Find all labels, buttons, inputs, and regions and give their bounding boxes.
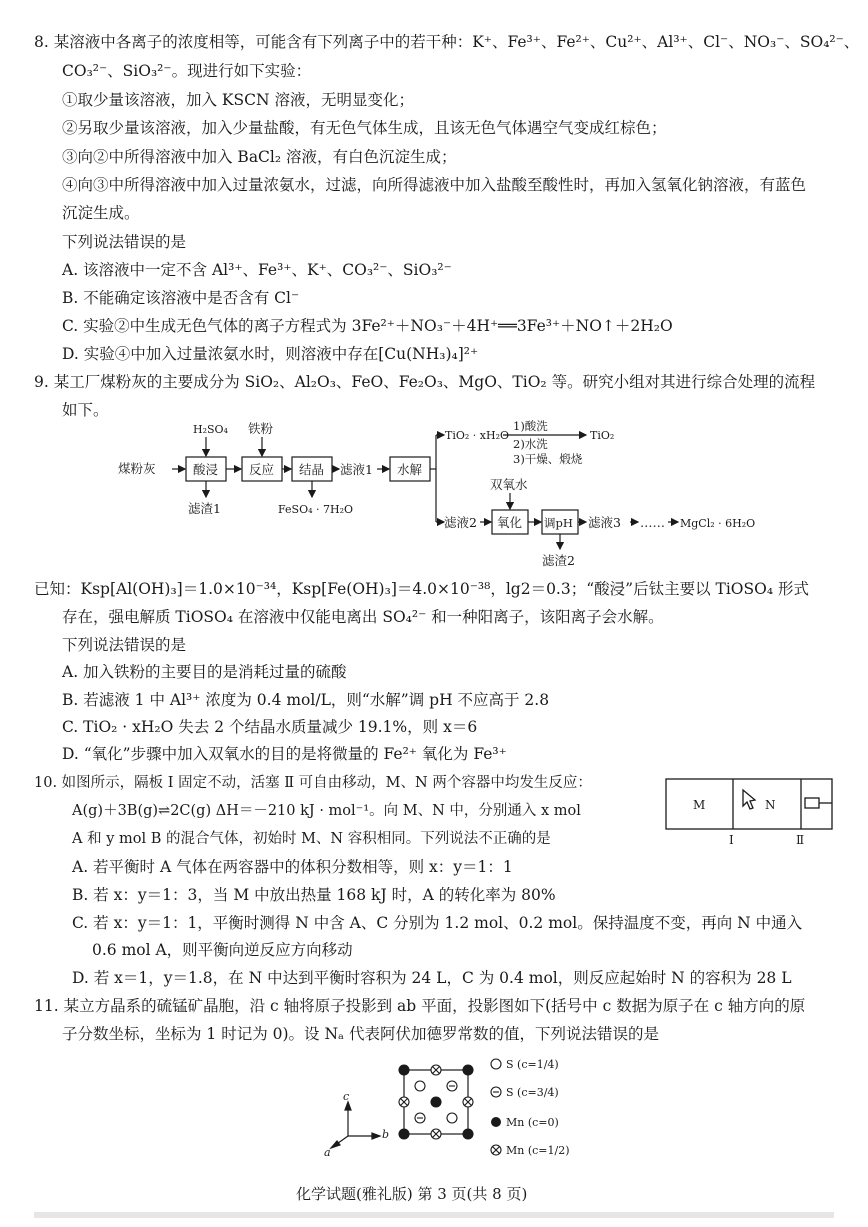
q8-option-a: A. 该溶液中一定不含 Al³⁺、Fe³⁺、K⁺、CO₃²⁻、SiO₃²⁻	[62, 261, 452, 279]
mgcl2-label: MgCl₂ · 6H₂O	[680, 517, 756, 530]
q9-stem-line2: 如下。	[62, 401, 109, 419]
q9-known-line1: 已知：Ksp[Al(OH)₃]＝1.0×10⁻³⁴，Ksp[Fe(OH)₃]＝4.0×10⁻³⁸，lg2＝0.3；“酸浸”后钛主要以 TiOSO₄ 形式	[34, 580, 809, 598]
atom-mn0	[399, 1129, 409, 1139]
legend-s-quarter: S (c=1/4)	[506, 1058, 559, 1071]
filtrate2-label: 滤液2	[444, 515, 477, 530]
q10-option-c-line2: 0.6 mol A，则平衡向逆反应方向移动	[92, 941, 353, 959]
q9-ask: 下列说法错误的是	[62, 636, 187, 654]
filtrate1-label: 滤液1	[340, 462, 373, 477]
q9-option-a: A. 加入铁粉的主要目的是消耗过量的硫酸	[62, 663, 347, 681]
q8-ask: 下列说法错误的是	[62, 233, 187, 251]
legend-s-quarter-marker	[491, 1059, 501, 1069]
q8-experiment-4a: ④向③中所得溶液中加入过量浓氨水，过滤，向所得滤液中加入盐酸至酸性时，再加入氢氧化钠溶液，有蓝色	[62, 176, 807, 194]
leach-label: 酸浸	[193, 462, 219, 477]
container-n-label: N	[765, 798, 776, 812]
q10-container-figure	[665, 778, 837, 848]
q8-experiment-4b: 沉淀生成。	[62, 204, 140, 222]
piston-ii-label: Ⅱ	[796, 833, 805, 847]
legend-mn-zero-marker	[491, 1117, 501, 1127]
atom-s14	[447, 1113, 457, 1123]
coal-ash-label: 煤粉灰	[118, 461, 156, 476]
q8-experiment-3: ③向②中所得溶液中加入 BaCl₂ 溶液，有白色沉淀生成；	[62, 148, 457, 166]
q9-option-c: C. TiO₂ · xH₂O 失去 2 个结晶水质量减少 19.1%，则 x＝6	[62, 718, 478, 736]
atom-mn0	[431, 1097, 441, 1107]
q10-option-b: B. 若 x：y＝1：3，当 M 中放出热量 168 kJ 时，A 的转化率为 80%	[72, 886, 556, 904]
piston-handle	[805, 798, 819, 808]
q10-option-d: D. 若 x＝1，y＝1.8，在 N 中达到平衡时容积为 24 L，C 为 0.4 mol，则反应起始时 N 的容积为 28 L	[72, 969, 792, 987]
q10-stem-line3: A 和 y mol B 的混合气体，初始时 M、N 容积相同。下列说法不正确的是	[72, 831, 551, 847]
atom-s14	[415, 1081, 425, 1091]
atom-mn0	[463, 1065, 473, 1075]
h2o2-label: 双氧水	[490, 477, 528, 492]
iron-powder-label: 铁粉	[248, 421, 274, 436]
axis-b-label: b	[382, 1128, 390, 1141]
q9-option-b: B. 若滤液 1 中 Al³⁺ 浓度为 0.4 mol/L，则“水解”调 pH 不应高于 2.8	[62, 691, 550, 709]
q11-stem-line1: 11. 某立方晶系的硫锰矿晶胞，沿 c 轴将原子投影到 ab 平面，投影图如下(括号中 c 数据为原子在 c 轴方向的原	[34, 997, 806, 1015]
feso4-label: FeSO₄ · 7H₂O	[278, 503, 354, 516]
filtrate3-label: 滤液3	[588, 515, 621, 530]
q8-stem-line1: 8. 某溶液中各离子的浓度相等，可能含有下列离子中的若干种：K⁺、Fe³⁺、Fe²⁺、Cu²⁺、Al³⁺、Cl⁻、NO₃⁻、SO₄²⁻、	[34, 33, 860, 51]
page-footer: 化学试题(雅礼版) 第 3 页(共 8 页)	[296, 1185, 528, 1203]
q8-option-b: B. 不能确定该溶液中是否含有 Cl⁻	[62, 289, 300, 307]
ellipsis-label: ……	[640, 515, 665, 530]
step1-label: 1)酸洗	[513, 419, 548, 433]
q9-option-d: D. “氧化”步骤中加入双氧水的目的是将微量的 Fe²⁺ 氧化为 Fe³⁺	[62, 745, 507, 763]
partition-i-label: Ⅰ	[729, 833, 734, 847]
tio2-label: TiO₂	[590, 429, 615, 442]
q10-stem-line1: 10. 如图所示，隔板 Ⅰ 固定不动，活塞 Ⅱ 可自由移动，M、N 两个容器中均发生反应：	[34, 775, 592, 791]
q8-option-d: D. 实验④中加入过量浓氨水时，则溶液中存在[Cu(NH₃)₄]²⁺	[62, 345, 479, 363]
oxidize-label: 氧化	[497, 515, 523, 530]
legend-mn-half: Mn (c=1/2)	[506, 1144, 570, 1157]
q8-experiment-1: ①取少量该溶液，加入 KSCN 溶液，无明显变化；	[62, 91, 414, 109]
h2so4-label: H₂SO₄	[193, 423, 228, 436]
q8-option-c: C. 实验②中生成无色气体的离子方程式为 3Fe²⁺＋NO₃⁻＋4H⁺══3Fe³⁺＋NO↑＋2H₂O	[62, 317, 673, 335]
axis-a-label: a	[324, 1146, 331, 1159]
q10-stem-line2: A(g)＋3B(g)⇌2C(g) ΔH＝－210 kJ · mol⁻¹。向 M、N 中，分别通入 x mol	[72, 803, 581, 819]
q10-option-a: A. 若平衡时 A 气体在两容器中的体积分数相等，则 x：y＝1：1	[72, 858, 513, 876]
q8-experiment-2: ②另取少量该溶液，加入少量盐酸，有无色气体生成，且该无色气体遇空气变成红棕色；	[62, 119, 667, 137]
react-label: 反应	[249, 462, 275, 477]
q8-stem-line2: CO₃²⁻、SiO₃²⁻。现进行如下实验：	[62, 62, 312, 80]
atom-mn0	[399, 1065, 409, 1075]
tio2-hydrate-label: TiO₂ · xH₂O	[445, 429, 509, 442]
legend-s-three-quarter: S (c=3/4)	[506, 1086, 559, 1099]
q10-option-c-line1: C. 若 x：y＝1：1，平衡时测得 N 中含 A、C 分别为 1.2 mol、0.2 mol。保持温度不变，再向 N 中通入	[72, 914, 803, 932]
container-m-label: M	[693, 798, 706, 812]
q11-crystal-projection	[320, 1050, 590, 1180]
atom-mn0	[463, 1129, 473, 1139]
legend-mn-zero: Mn (c=0)	[506, 1116, 559, 1129]
bottom-divider	[34, 1212, 834, 1218]
adjust-ph-label: 调pH	[544, 516, 573, 530]
residue2-label: 滤渣2	[542, 553, 575, 568]
q9-known-line2: 存在，强电解质 TiOSO₄ 在溶液中仅能电离出 SO₄²⁻ 和一种阳离子，该阳离子会水解。	[62, 608, 664, 626]
legend	[491, 1058, 570, 1157]
q11-stem-line2: 子分数坐标，坐标为 1 时记为 0)。设 Nₐ 代表阿伏加德罗常数的值，下列说法错误的是	[62, 1025, 659, 1043]
step3-label: 3)干燥、煅烧	[513, 452, 583, 466]
step2-label: 2)水洗	[513, 437, 548, 451]
crystallize-label: 结晶	[299, 462, 325, 477]
q9-flowchart	[118, 415, 778, 575]
q9-stem-line1: 9. 某工厂煤粉灰的主要成分为 SiO₂、Al₂O₃、FeO、Fe₂O₃、MgO、TiO₂ 等。研究小组对其进行综合处理的流程	[34, 373, 816, 391]
cursor-icon	[743, 790, 755, 809]
hydrolysis-label: 水解	[397, 462, 423, 477]
residue1-label: 滤渣1	[188, 501, 221, 516]
atom-layer	[399, 1065, 473, 1139]
axis-c-label: c	[343, 1090, 350, 1103]
